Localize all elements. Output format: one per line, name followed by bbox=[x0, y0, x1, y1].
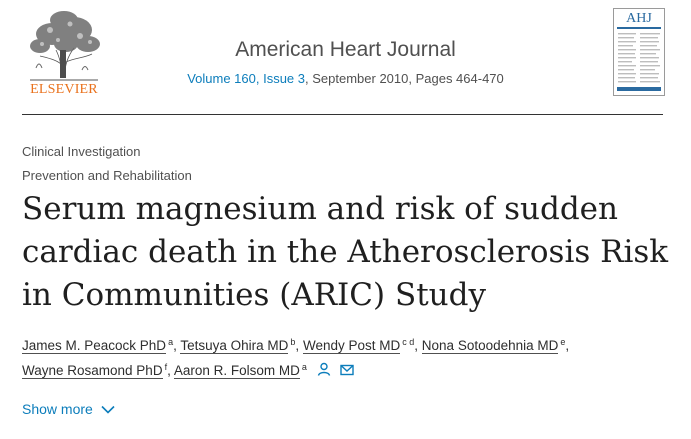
author-link[interactable]: James M. Peacock PhD bbox=[22, 338, 167, 353]
envelope-icon[interactable] bbox=[340, 359, 354, 384]
person-icon[interactable] bbox=[317, 359, 331, 384]
date-pages: , September 2010, Pages 464-470 bbox=[305, 71, 504, 86]
journal-cover-thumbnail[interactable] bbox=[613, 8, 665, 96]
author-separator: , bbox=[295, 338, 300, 353]
author-affiliation-sup[interactable]: e bbox=[560, 336, 566, 347]
article-title: Serum magnesium and risk of sudden cardiac death in the Atherosclerosis Risk in Communities (ARIC) Study bbox=[22, 191, 669, 313]
author-link[interactable]: Aaron R. Folsom MD bbox=[173, 363, 300, 378]
volume-issue-link[interactable]: Volume 160, Issue 3 bbox=[187, 71, 306, 86]
author-affiliation-sup[interactable]: a bbox=[301, 361, 307, 372]
author-affiliation-sup[interactable]: f bbox=[164, 361, 168, 372]
author-affiliation-sup[interactable]: a bbox=[168, 336, 174, 347]
journal-title[interactable]: American Heart Journal bbox=[235, 38, 456, 61]
journal-issue-info bbox=[0, 71, 691, 86]
author-link[interactable]: Tetsuya Ohira MD bbox=[180, 338, 289, 353]
author-affiliation-sup[interactable]: b bbox=[290, 336, 296, 347]
author-separator: , bbox=[173, 338, 177, 353]
author-separator: , bbox=[565, 338, 570, 353]
author-link[interactable]: Nona Sotoodehnia MD bbox=[421, 338, 559, 353]
article-subsection: Prevention and Rehabilitation bbox=[22, 168, 192, 183]
cover-abbrev: AHJ bbox=[626, 11, 652, 26]
chevron-down-icon bbox=[101, 405, 115, 414]
publisher-name: ELSEVIER bbox=[30, 82, 98, 97]
author-link[interactable]: Wendy Post MD bbox=[302, 338, 401, 353]
show-more-label: Show more bbox=[22, 401, 93, 417]
show-more-button[interactable] bbox=[22, 401, 115, 417]
author-link[interactable]: Wayne Rosamond PhD bbox=[22, 363, 163, 378]
author-affiliation-sup[interactable]: c d bbox=[402, 336, 415, 347]
journal-header bbox=[0, 0, 691, 114]
header-divider bbox=[22, 114, 663, 115]
author-separator: , bbox=[167, 363, 171, 378]
author-separator: , bbox=[414, 338, 419, 353]
author-list bbox=[22, 333, 662, 384]
article-section: Clinical Investigation bbox=[22, 144, 141, 159]
